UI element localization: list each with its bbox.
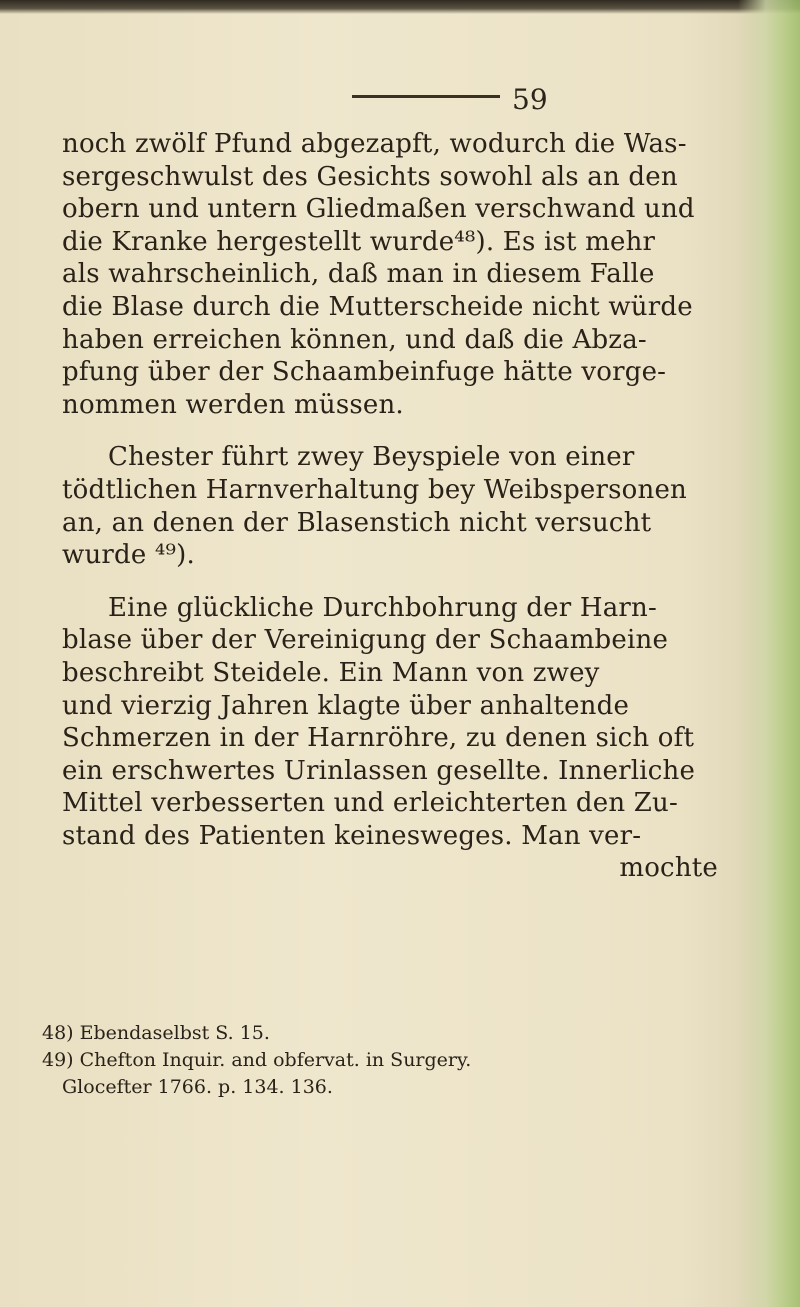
footnote: 49) Chefton Inquir. and obfervat. in Surgery. <box>42 1049 472 1071</box>
text-line: an, an denen der Blasenstich nicht versucht <box>62 507 652 538</box>
text-line: Eine glückliche Durchbohrung der Harn- <box>108 592 657 623</box>
text-line: obern und untern Gliedmaßen verschwand und <box>62 194 695 225</box>
paragraph-gap <box>62 421 730 441</box>
text-line: Chester führt zwey Beyspiele von einer <box>108 442 635 473</box>
scan-top-edge <box>0 0 800 14</box>
text-line: die Blase durch die Mutterscheide nicht würde <box>62 291 693 322</box>
text-line: und vierzig Jahren klagte über anhaltende <box>62 690 630 721</box>
footnote-continuation: Glocefter 1766. p. 134. 136. <box>62 1076 333 1098</box>
scan-right-edge <box>738 0 800 1307</box>
text-line: sergeschwulst des Gesichts sowohl als an den <box>62 161 678 192</box>
text-line: wurde ⁴⁹). <box>62 540 195 571</box>
text-line: blase über der Vereinigung der Schaambeine <box>62 625 669 656</box>
text-line: Mittel verbesserten und erleichterten den Zu- <box>62 788 678 819</box>
paragraph-gap <box>62 572 730 592</box>
text-line: tödtlichen Harnverhaltung bey Weibspersonen <box>62 474 687 505</box>
text-line: nommen werden müssen. <box>62 389 404 420</box>
text-line: stand des Patienten keinesweges. Man ver- <box>62 820 642 851</box>
catchword: mochte <box>619 853 718 884</box>
footnotes <box>42 1020 732 1101</box>
text-line: als wahrscheinlich, daß man in diesem Falle <box>62 259 655 290</box>
body-text <box>62 128 730 885</box>
header-rule <box>352 95 500 98</box>
text-line: pfung über der Schaambeinfuge hätte vorge- <box>62 357 667 388</box>
text-line: noch zwölf Pfund abgezapft, wodurch die Was- <box>62 129 687 159</box>
footnote: 48) Ebendaselbst S. 15. <box>42 1022 270 1044</box>
text-line: ein erschwertes Urinlassen gesellte. Innerliche <box>62 755 696 786</box>
text-line: beschreibt Steidele. Ein Mann von zwey <box>62 657 600 688</box>
text-line: die Kranke hergestellt wurde⁴⁸). Es ist mehr <box>62 226 656 257</box>
text-line: Schmerzen in der Harnröhre, zu denen sich oft <box>62 723 695 754</box>
text-line: haben erreichen können, und daß die Abza- <box>62 324 647 355</box>
page-number: 59 <box>512 83 548 116</box>
